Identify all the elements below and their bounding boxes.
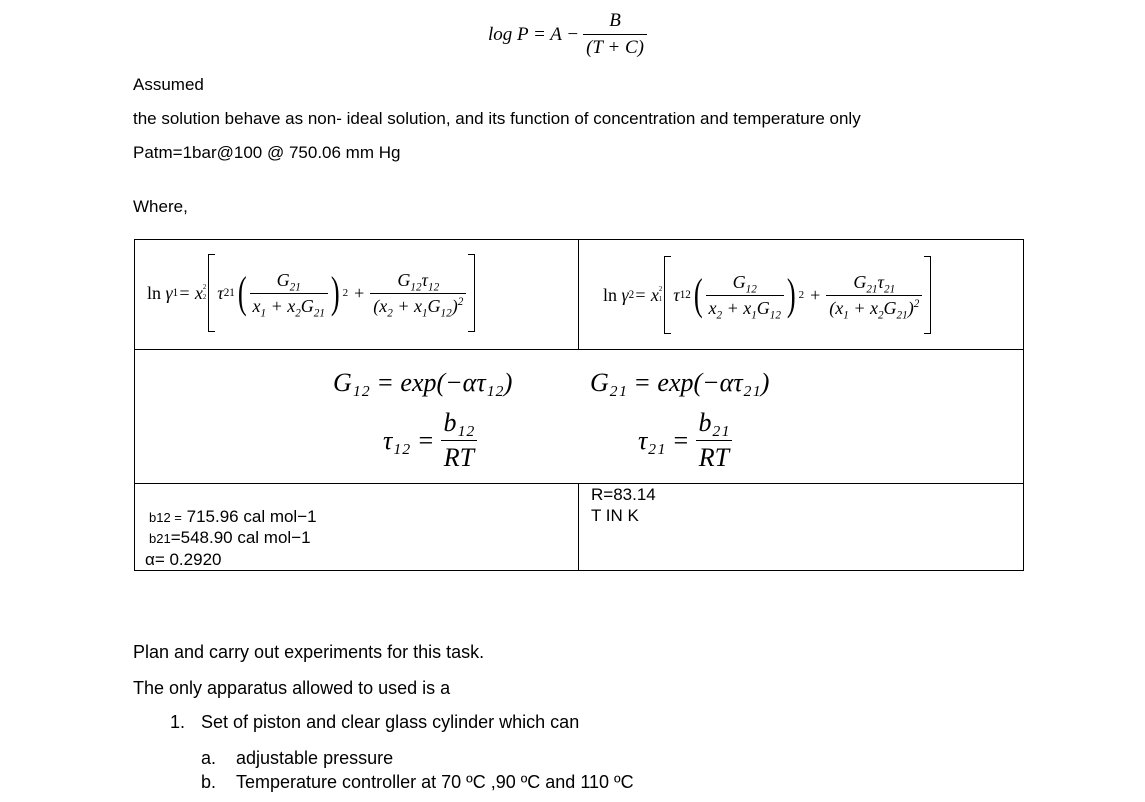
list-sub-b-text: Temperature controller at 70 ºC ,90 ºC and 110 ºC — [236, 772, 634, 792]
cell-ln-gamma1 — [134, 239, 579, 350]
ln-gamma1-bracket-left — [208, 254, 215, 332]
tau21-numerator: b₂₁ — [698, 408, 730, 437]
antoine-numerator: B — [609, 10, 621, 31]
apparatus-text: The only apparatus allowed to used is a — [133, 678, 451, 698]
tau21-lhs: τ₂₁ = — [638, 425, 690, 455]
ln-gamma1-bracket-right — [468, 254, 475, 332]
b12-line — [149, 507, 317, 527]
ln-gamma2-bracket-right — [924, 256, 931, 334]
ln-gamma2-paren-left: ( — [693, 270, 703, 319]
ln-gamma2-bracket-left — [664, 256, 671, 334]
ln-gamma1-xsub: 2 — [202, 294, 207, 301]
b12-prefix: b12 = — [149, 510, 182, 525]
ln-gamma1-paren-right: ) — [330, 268, 340, 317]
ln-gamma1-frac2: $\frac{G_{12}\tau_{12}}{(x_2 + x_1G_{12})^2}$ — [370, 270, 466, 317]
assumed-heading: Assumed — [133, 75, 204, 94]
ln-gamma2-var: γ — [621, 284, 629, 305]
g12-equation: G₁₂ = exp(−ατ₁₂) — [333, 368, 513, 397]
assumption-text: the solution behave as non- ideal solution, and its function of concentration and temperature only — [133, 109, 861, 128]
antoine-fraction — [583, 10, 647, 59]
tau12-equation — [383, 408, 478, 473]
patm-text: Patm=1bar@100 @ 750.06 mm Hg — [133, 143, 401, 162]
ln-gamma2-eq: = x — [634, 284, 659, 305]
antoine-lhs: log P = A − — [488, 23, 580, 45]
tau21-denominator: RT — [696, 440, 732, 473]
tau12-numerator: b₁₂ — [443, 408, 475, 437]
plan-text: Plan and carry out experiments for this task. — [133, 642, 485, 662]
ln-gamma2-paren-right: ) — [786, 270, 796, 319]
ln-gamma2-tau: τ — [673, 284, 680, 305]
ln-gamma2-frac2: $\frac{G_{21}\tau_{21}}{(x_1 + x_2G_{21})^2}$ — [826, 272, 922, 319]
ln-gamma2-equation: ln γ 2 = x 2 1 τ 12 ( $\frac{G_{12}}{x_2 + x_1G_{12}}$ ) 2 + $\frac{G_{21}\tau_{21}}{(x_1 + x_2G_{21})^2}$ — [603, 256, 933, 334]
cell-parameters — [134, 483, 579, 571]
ln-gamma1-fn: ln — [147, 282, 162, 303]
alpha-line: α= 0.2920 — [145, 550, 222, 569]
ln-gamma2-xsup: 2 — [658, 286, 663, 293]
b21-line — [149, 528, 311, 548]
list-item-1-text: Set of piston and clear glass cylinder which can — [201, 712, 580, 732]
list-sub-b-marker: b. — [201, 772, 217, 792]
ln-gamma1-var: γ — [165, 282, 173, 303]
r-constant: R=83.14 — [591, 485, 656, 504]
ln-gamma2-frac1: $\frac{G_{12}}{x_2 + x_1G_{12}}$ — [706, 272, 784, 319]
ln-gamma2-xsub: 1 — [658, 296, 663, 303]
t-unit: T IN K — [591, 506, 639, 525]
ln-gamma1-frac1: $\frac{G_{21}}{x_1 + x_2G_{21}}$ — [250, 270, 328, 317]
cell-g-tau — [134, 349, 1024, 484]
ln-gamma1-equation: ln γ 1 = x 2 2 τ 21 ( $\frac{G_{21}}{x_1 + x_2G_{21}}$ ) 2 + $\frac{G_{12}\tau_{12}}{(x_2 + x_1G_{12})^2}$ — [147, 254, 477, 332]
ln-gamma2-fn: ln — [603, 284, 618, 305]
antoine-denominator: (T + C) — [583, 34, 647, 59]
tau12-denominator: RT — [441, 440, 477, 473]
b12-value: 715.96 cal mol−1 — [186, 507, 317, 526]
ln-gamma1-xsup: 2 — [202, 284, 207, 291]
cell-constants — [578, 483, 1024, 571]
list-item-1-marker: 1. — [170, 712, 186, 732]
ln-gamma1-eq: = x — [178, 282, 203, 303]
where-label: Where, — [133, 197, 188, 216]
b21-prefix: b21 — [149, 531, 171, 546]
g21-equation: G₂₁ = exp(−ατ₂₁) — [590, 368, 770, 397]
antoine-equation — [488, 10, 647, 59]
cell-ln-gamma2 — [578, 239, 1024, 350]
tau21-equation — [638, 408, 733, 473]
list-sub-a-text: adjustable pressure — [236, 748, 394, 768]
list-sub-a-marker: a. — [201, 748, 217, 768]
ln-gamma1-tau: τ — [217, 282, 224, 303]
b21-value: =548.90 cal mol−1 — [170, 528, 311, 547]
tau12-lhs: τ₁₂ = — [383, 425, 435, 455]
ln-gamma1-paren-left: ( — [237, 268, 247, 317]
